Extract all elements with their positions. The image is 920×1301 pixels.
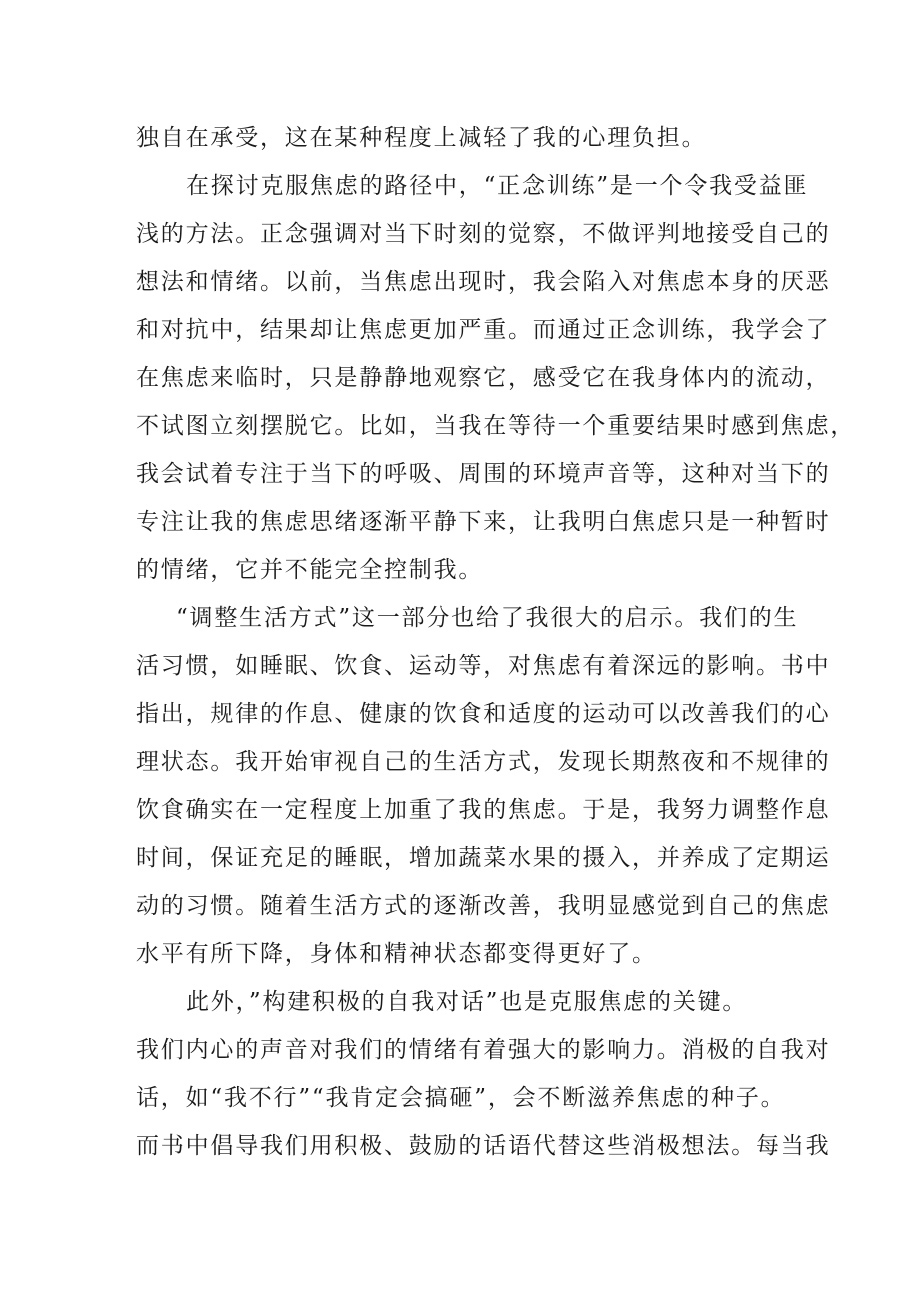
text-line: 我会试着专注于当下的呼吸、周围的环境声音等，这种对当下的 [136, 461, 831, 487]
text-line: 理状态。我开始审视自己的生活方式，发现长期熬夜和不规律的 [136, 749, 831, 775]
text-line: 饮食确实在一定程度上加重了我的焦虑。于是，我努力调整作息 [136, 797, 831, 823]
text-line: 和对抗中，结果却让焦虑更加严重。而通过正念训练，我学会了 [136, 317, 831, 343]
text-line: 独自在承受，这在某种程度上减轻了我的心理负担。 [136, 125, 707, 151]
text-line: 而书中倡导我们用积极、鼓励的话语代替这些消极想法。每当我 [136, 1133, 831, 1159]
text-line: 专注让我的焦虑思绪逐渐平静下来，让我明白焦虑只是一种暂时 [136, 509, 831, 535]
paragraph-first-line: 此外，”构建积极的自我对话”也是克服焦虑的关键。 [186, 989, 748, 1015]
text-line: 时间，保证充足的睡眠，增加蔬菜水果的摄入，并养成了定期运 [136, 845, 831, 871]
text-line: 水平有所下降，身体和精神状态都变得更好了。 [136, 941, 657, 967]
text-line: 动的习惯。随着生活方式的逐渐改善，我明显感觉到自己的焦虑 [136, 893, 831, 919]
text-line: 的情绪，它并不能完全控制我。 [136, 557, 484, 583]
text-line: 活习惯，如睡眠、饮食、运动等，对焦虑有着深远的影响。书中 [136, 653, 831, 679]
text-line: 在焦虑来临时，只是静静地观察它，感受它在我身体内的流动， [136, 365, 831, 391]
text-line: 指出，规律的作息、健康的饮食和适度的运动可以改善我们的心 [136, 701, 831, 727]
paragraph-first-line: “调整生活方式”这一部分也给了我很大的启示。我们的生 [176, 605, 799, 631]
text-line: 不试图立刻摆脱它。比如，当我在等待一个重要结果时感到焦虑， [136, 413, 856, 439]
text-line: 我们内心的声音对我们的情绪有着强大的影响力。消极的自我对 [136, 1037, 831, 1063]
text-line: 浅的方法。正念强调对当下时刻的觉察，不做评判地接受自己的 [136, 221, 831, 247]
paragraph-first-line: 在探讨克服焦虑的路径中，“正念训练”是一个令我受益匪 [186, 173, 809, 199]
text-line: 想法和情绪。以前，当焦虑出现时，我会陷入对焦虑本身的厌恶 [136, 269, 831, 295]
text-line: 话，如“我不行”“我肯定会搞砸”，会不断滋养焦虑的种子。 [136, 1085, 786, 1111]
